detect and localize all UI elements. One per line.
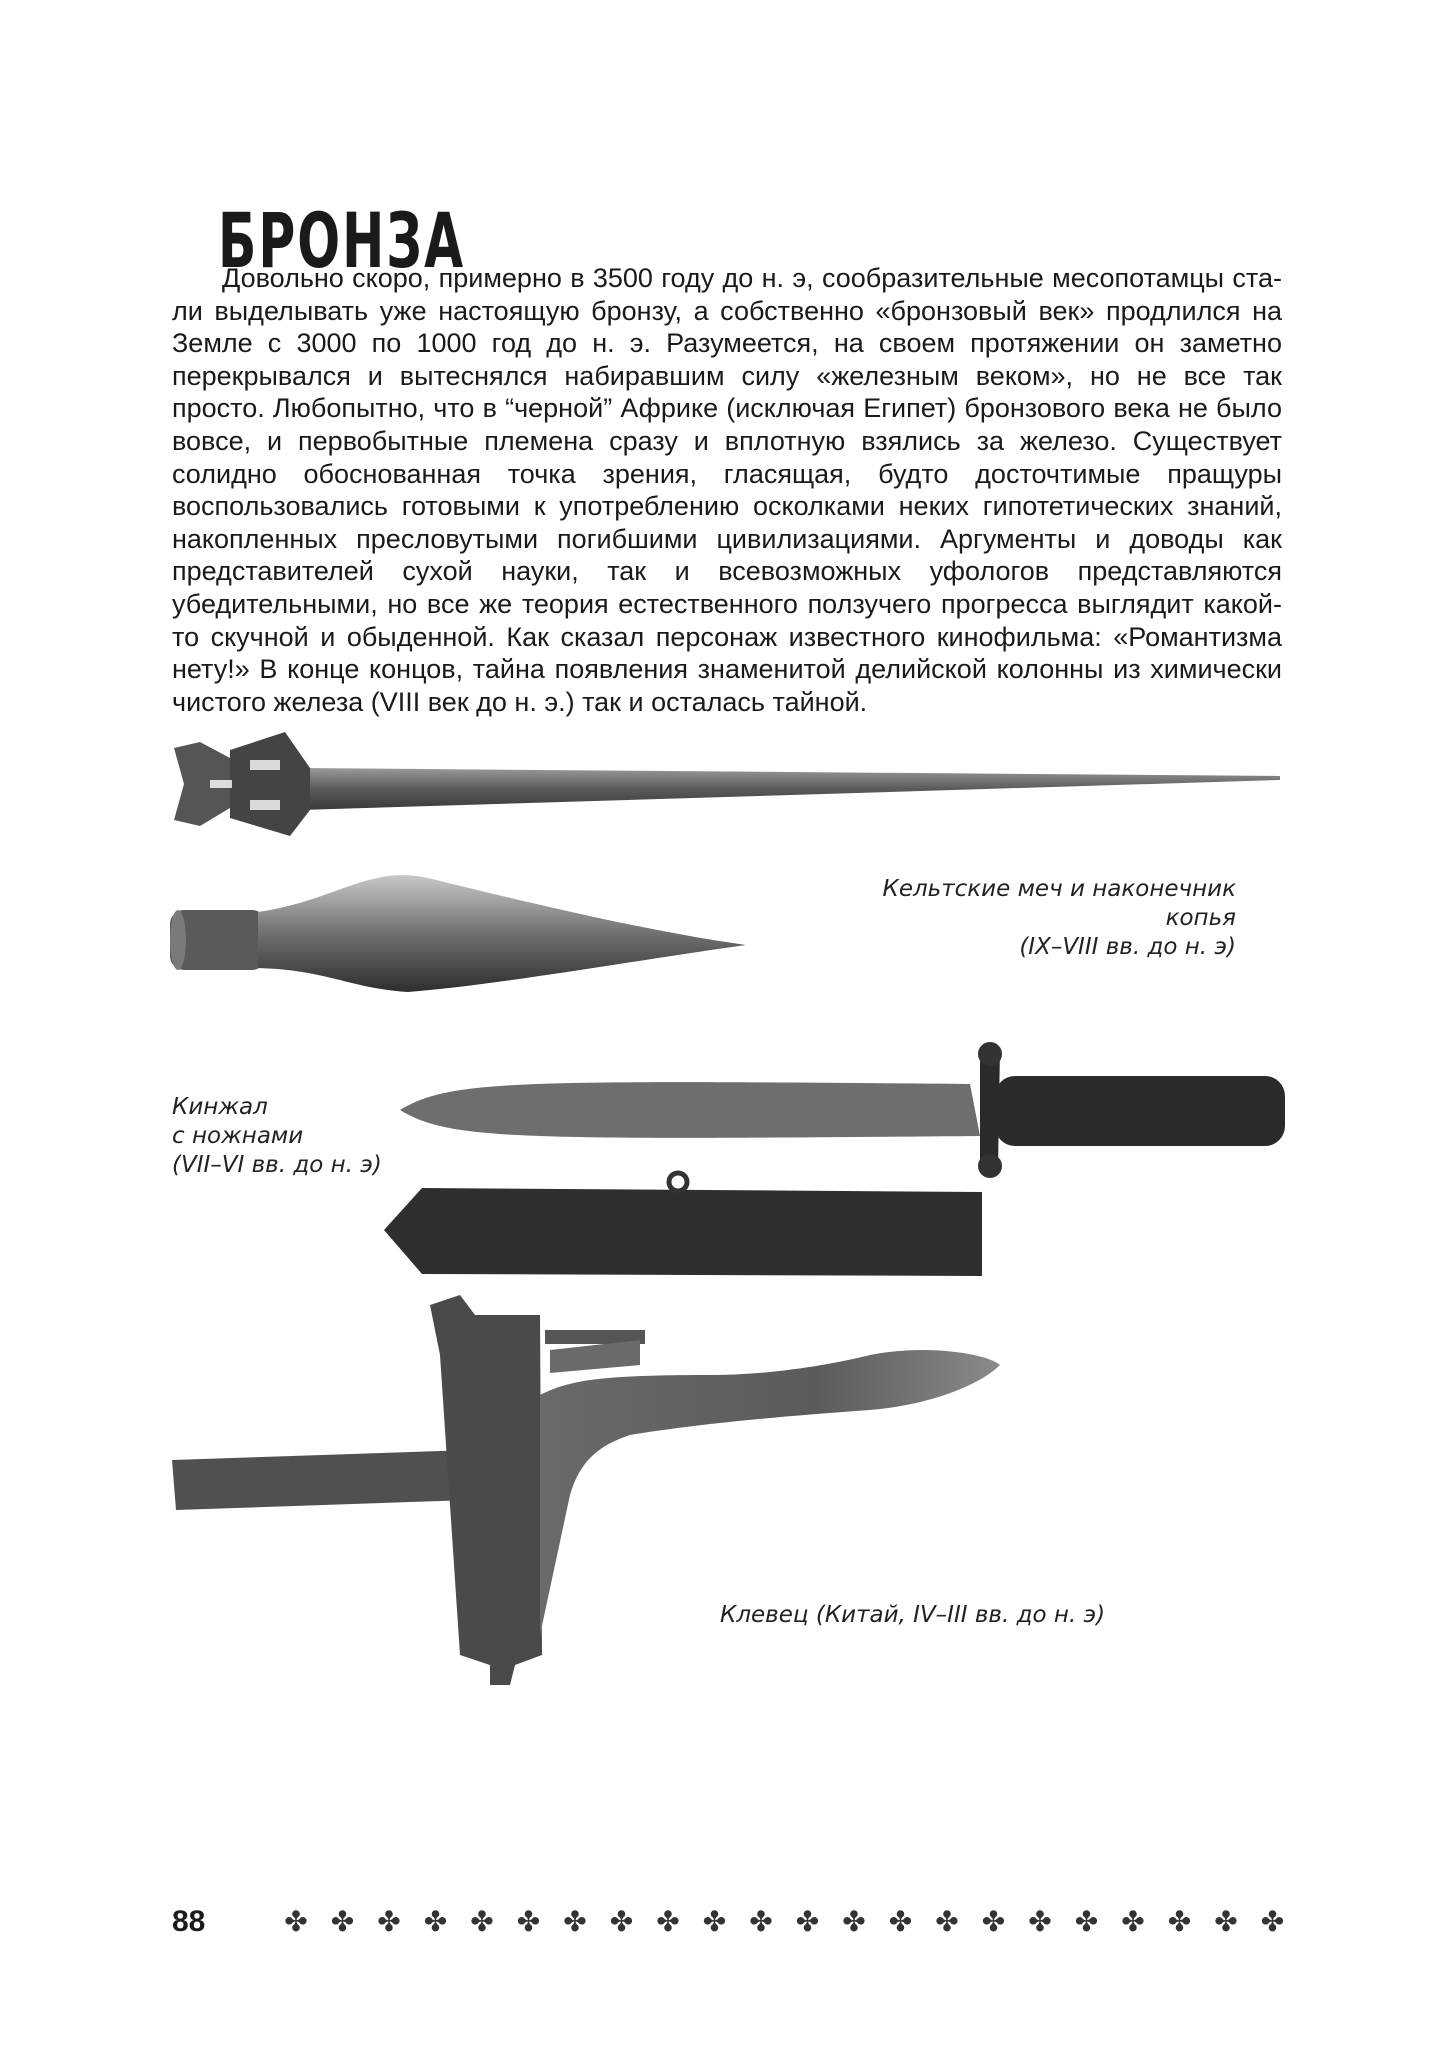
caption-celtic-line1: Кельтские меч и наконечник копья — [882, 876, 1236, 931]
caption-dagger-line3: (VII–VI вв. до н. э) — [172, 1152, 382, 1178]
ornament-icon: ✤ — [423, 1906, 448, 1937]
celtic-sword-image — [170, 728, 1285, 838]
ornament-icon: ✤ — [284, 1906, 308, 1937]
ornament-row — [282, 1905, 1287, 1938]
ornament-icon: ✤ — [563, 1906, 587, 1937]
ornament-icon: ✤ — [702, 1906, 727, 1937]
body-paragraph: Довольно скоро, примерно в 3500 году до н. э, сообразительные месопотамцы стали выделывать уже настоящую бронзу, а собственно «бронзовый век» продлился на Земле с 3000 по 1000 год до н. э. Разумеется, на своем протяжении он заметно перекрывался и вытеснялся набиравшим силу «железным веком», но не все так просто. Любопытно, что в “черной” Африке (исключая Египет) бронзового века не было вовсе, и первобытные племена сразу и вплотную взялись за железо. Существует солидно обоснованная точка зрения, гласящая, будто досточтимые пращуры воспользовались готовыми к употреблению осколками неких гипотетических знаний, накопленных пресловутыми погибшими цивилизациями. Аргументы и доводы как представителей сухой науки, так и всевозможных уфологов представляются убедительными, но все же теория естественного ползучего прогресса выглядит какой-то скучной и обыденной. Как сказал персонаж известного кинофильма: «Романтизма нету!» В конце концов, тайна появления знаменитой делийской колонны из химически чистого железа (VIII век до н. э.) так и осталась тайной. — [172, 263, 1282, 717]
caption-dagger-line1: Кинжал — [172, 1094, 268, 1120]
ornament-icon: ✤ — [888, 1906, 913, 1937]
ornament-icon: ✤ — [656, 1906, 680, 1937]
caption-dagger-line2: с ножнами — [172, 1123, 304, 1149]
caption-klevets: Клевец (Китай, IV–III вв. до н. э) — [720, 1602, 1106, 1628]
ornament-icon: ✤ — [1214, 1906, 1238, 1937]
ornament-icon: ✤ — [516, 1906, 541, 1937]
ornament-icon: ✤ — [330, 1906, 355, 1937]
page-number: 88 — [172, 1905, 206, 1938]
ornament-icon: ✤ — [1074, 1906, 1099, 1937]
ornament-icon: ✤ — [470, 1906, 494, 1937]
ornament-icon: ✤ — [1260, 1906, 1285, 1937]
caption-celtic-line2: (IX–VIII вв. до н. э) — [1019, 934, 1236, 960]
dagger-image — [390, 1040, 1290, 1180]
ornament-icon: ✤ — [749, 1906, 773, 1937]
scabbard-image — [382, 1170, 982, 1290]
ornament-icon: ✤ — [981, 1906, 1006, 1937]
ornament-icon: ✤ — [935, 1906, 959, 1937]
ornament-icon: ✤ — [1121, 1906, 1145, 1937]
section-title: БРОНЗА — [218, 198, 466, 286]
ornament-icon: ✤ — [795, 1906, 820, 1937]
ornament-icon: ✤ — [1028, 1906, 1052, 1937]
caption-dagger — [172, 1093, 392, 1180]
spearhead-image — [168, 870, 748, 995]
ornament-icon: ✤ — [377, 1906, 401, 1937]
caption-celtic — [824, 875, 1236, 962]
ornament-icon: ✤ — [609, 1906, 634, 1937]
ornament-icon: ✤ — [1167, 1906, 1192, 1937]
ornament-icon: ✤ — [842, 1906, 866, 1937]
